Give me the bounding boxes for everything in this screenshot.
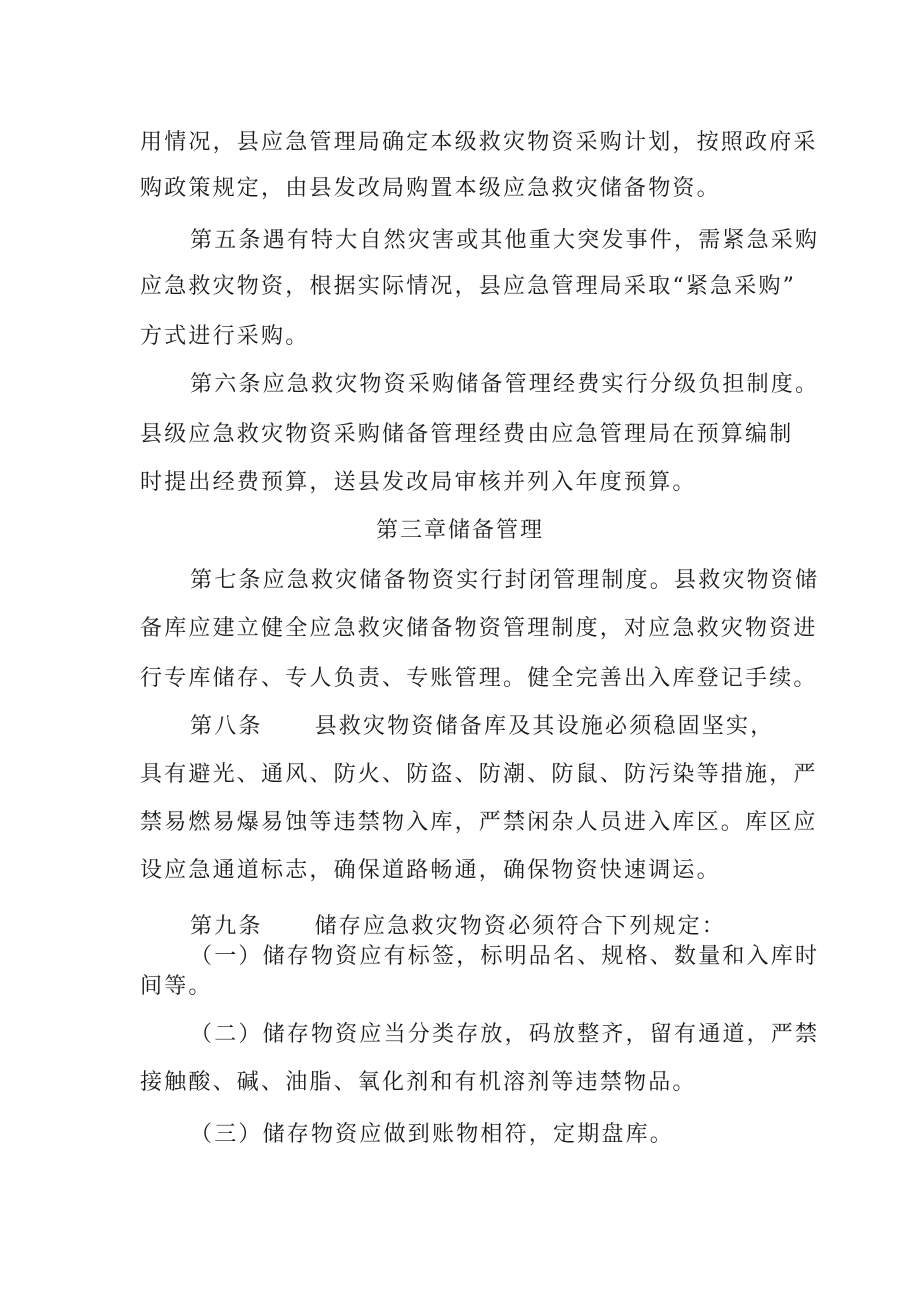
article-9-item-3-line: （三）储存物资应做到账物相符，定期盘库。 [190,1122,675,1147]
article-8-heading: 第八条 [190,714,263,739]
article-6-line: 县级应急救灾物资采购储备管理经费由应急管理局在预算编制 [140,422,794,447]
article-9-item-1-line: 间等。 [140,974,213,999]
article-9-text: 储存应急救灾物资必须符合下列规定： [314,914,727,939]
article-8-line: 禁易燃易爆易蚀等违禁物入库，严禁闲杂人员进入库区。库区应 [140,810,818,835]
article-7-line: 第七条应急救灾储备物资实行封闭管理制度。县救灾物资储 [190,568,820,593]
article-9-item-2-line: （二）储存物资应当分类存放，码放整齐，留有通道，严禁 [190,1022,820,1047]
text-line: 用情况，县应急管理局确定本级救灾物资采购计划，按照政府采 [140,130,818,155]
article-8-text: 县救灾物资储备库及其设施必须稳固坚实， [314,714,775,739]
article-8-line: 具有避光、通风、防火、防盗、防潮、防鼠、防污染等措施，严 [140,762,818,787]
text-line: 购政策规定，由县发改局购置本级应急救灾储备物资。 [140,176,721,201]
article-6-line: 第六条应急救灾物资采购储备管理经费实行分级负担制度。 [190,372,820,397]
chapter-heading: 第三章储备管理 [375,518,544,543]
article-7-line: 备库应建立健全应急救灾储备物资管理制度，对应急救灾物资进 [140,616,818,641]
article-6-line: 时提出经费预算，送县发改局审核并列入年度预算。 [140,470,697,495]
article-8-line: 设应急通道标志，确保道路畅通，确保物资快速调运。 [140,858,721,883]
article-9-heading: 第九条 [190,914,263,939]
article-8-first-line [190,712,774,742]
article-9-item-1-line: （一）储存物资应有标签，标明品名、规格、数量和入库时 [190,944,820,969]
article-5-line: 应急救灾物资，根据实际情况，县应急管理局采取“紧急采购” [140,274,797,299]
article-5-line: 方式进行采购。 [140,324,310,349]
article-7-line: 行专库储存、专人负责、专账管理。健全完善出入库登记手续。 [140,666,818,691]
article-5-line: 第五条遇有特大自然灾害或其他重大突发事件，需紧急采购 [190,228,820,253]
article-9-first-line [190,912,726,942]
article-9-item-2-line: 接触酸、碱、油脂、氧化剂和有机溶剂等违禁物品。 [140,1070,697,1095]
